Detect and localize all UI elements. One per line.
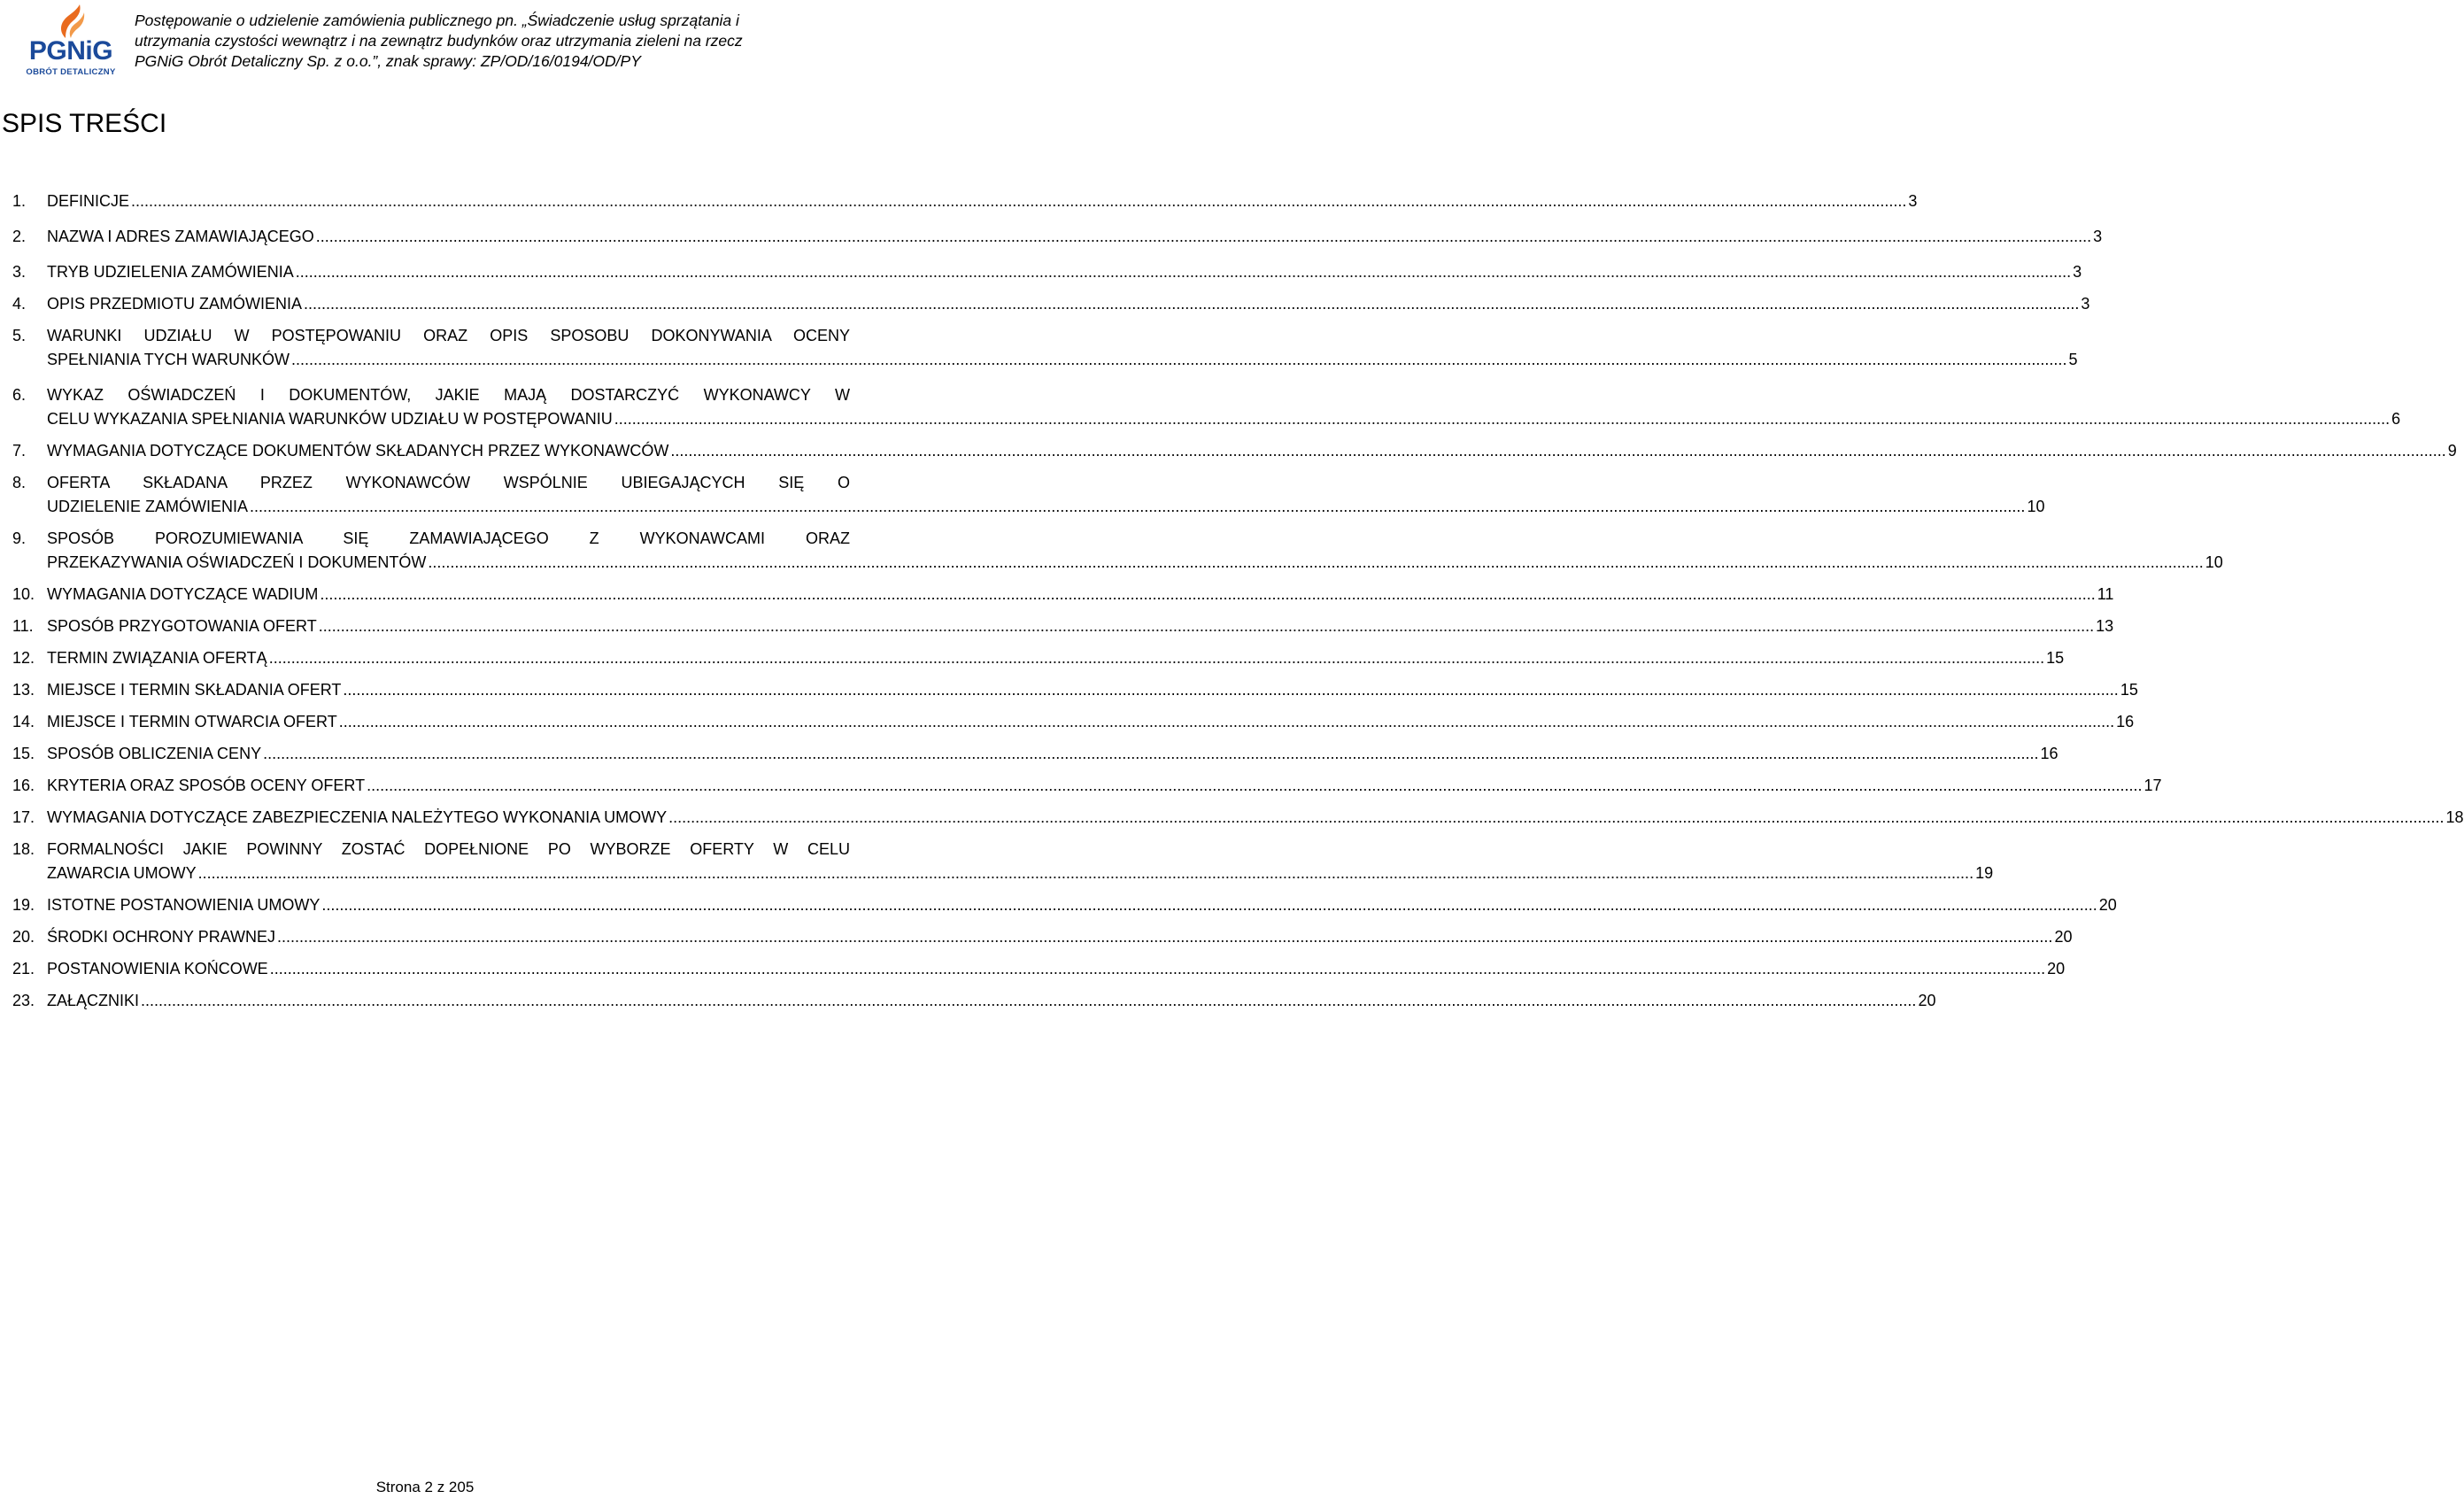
toc-entry-title: SPOSÓB PRZYGOTOWANIA OFERT xyxy=(47,617,317,635)
toc-entry-title: ŚRODKI OCHRONY PRAWNEJ xyxy=(47,928,276,946)
toc-entry-page: 11 xyxy=(2097,585,2114,603)
toc-entry[interactable] xyxy=(12,471,2045,519)
dot-leader: ................................................................................................................................................................................................................................................................................................................................................................................................................. xyxy=(670,442,2446,460)
toc-entry-page: 20 xyxy=(2047,960,2066,977)
toc-entry-title: DEFINICJE xyxy=(47,192,130,210)
toc-entry-title: WYMAGANIA DOTYCZĄCE WADIUM xyxy=(47,585,319,603)
toc-entry-number: 13. xyxy=(12,681,35,699)
dot-leader: ................................................................................................................................................................................................................................................................................................................................................................................................................. xyxy=(141,992,1917,1009)
toc-entry-title: MIEJSCE I TERMIN SKŁADANIA OFERT xyxy=(47,681,342,699)
dot-leader: ................................................................................................................................................................................................................................................................................................................................................................................................................. xyxy=(367,777,2143,794)
toc-entry-title: WARUNKI UDZIAŁU W POSTĘPOWANIU ORAZ OPIS SPOSOBU DOKONYWANIA OCENY xyxy=(47,327,850,344)
toc-entry[interactable] xyxy=(12,439,2457,463)
toc-entry-title: ZAWARCIA UMOWY xyxy=(47,864,197,882)
toc-entry[interactable] xyxy=(12,292,2090,316)
toc-entry-number: 17. xyxy=(12,808,35,826)
toc-entry-page: 18 xyxy=(2445,808,2464,826)
toc-entry-page: 16 xyxy=(2116,713,2135,730)
dot-leader: ................................................................................................................................................................................................................................................................................................................................................................................................................. xyxy=(321,896,2097,914)
toc-entry-title: SPOSÓB POROZUMIEWANIA SIĘ ZAMAWIAJĄCEGO Z WYKONAWCAMI ORAZ xyxy=(47,529,850,547)
toc-title: SPIS TREŚCI xyxy=(2,109,167,138)
toc-entry[interactable] xyxy=(12,583,2114,607)
toc-entry-page: 17 xyxy=(2143,777,2162,794)
dot-leader: ................................................................................................................................................................................................................................................................................................................................................................................................................. xyxy=(250,498,2026,515)
dot-leader: ................................................................................................................................................................................................................................................................................................................................................................................................................. xyxy=(269,960,2046,977)
toc-entry-title: CELU WYKAZANIA SPEŁNIANIA WARUNKÓW UDZIAŁU W POSTĘPOWANIU xyxy=(47,410,613,428)
toc-entry-page: 15 xyxy=(2046,649,2065,667)
toc-entry-page: 3 xyxy=(2081,295,2090,313)
toc-entry-title: UDZIELENIE ZAMÓWIENIA xyxy=(47,498,249,515)
toc-entry[interactable] xyxy=(12,925,2073,949)
dot-leader: ................................................................................................................................................................................................................................................................................................................................................................................................................. xyxy=(315,228,2092,245)
toc-entry-title: OPIS PRZEDMIOTU ZAMÓWIENIA xyxy=(47,295,303,313)
dot-leader: ................................................................................................................................................................................................................................................................................................................................................................................................................. xyxy=(197,864,1974,882)
toc-entry-page: 15 xyxy=(2120,681,2138,699)
toc-entry-number: 6. xyxy=(12,386,27,404)
toc-entry[interactable] xyxy=(12,989,1936,1013)
dot-leader: ................................................................................................................................................................................................................................................................................................................................................................................................................. xyxy=(428,553,2204,571)
toc-entry-page: 20 xyxy=(1918,992,1936,1009)
toc-entry-page: 9 xyxy=(2447,442,2457,460)
dot-leader: ................................................................................................................................................................................................................................................................................................................................................................................................................. xyxy=(277,928,2053,946)
toc-entry-page: 19 xyxy=(1975,864,1994,882)
toc-entry[interactable] xyxy=(12,893,2117,917)
toc-entry-page: 13 xyxy=(2096,617,2114,635)
toc-entry[interactable] xyxy=(12,527,2223,575)
table-of-contents xyxy=(12,189,2464,1013)
toc-entry-number: 3. xyxy=(12,263,27,281)
toc-entry-page: 16 xyxy=(2040,745,2058,762)
toc-entry-number: 19. xyxy=(12,896,35,914)
toc-entry-number: 2. xyxy=(12,228,27,245)
procurement-line: Postępowanie o udzielenie zamówienia publicznego pn. „Świadczenie usług sprzątania i xyxy=(135,12,739,29)
dot-leader: ................................................................................................................................................................................................................................................................................................................................................................................................................. xyxy=(131,192,1907,210)
toc-entry[interactable] xyxy=(12,678,2138,702)
toc-entry[interactable] xyxy=(12,646,2065,670)
dot-leader: ................................................................................................................................................................................................................................................................................................................................................................................................................. xyxy=(291,351,2067,368)
toc-entry-title: TRYB UDZIELENIA ZAMÓWIENIA xyxy=(47,263,294,281)
toc-entry[interactable] xyxy=(12,774,2162,798)
toc-entry[interactable] xyxy=(12,614,2114,638)
toc-entry-number: 15. xyxy=(12,745,35,762)
toc-entry-number: 18. xyxy=(12,840,35,858)
toc-entry-number: 23. xyxy=(12,992,35,1009)
toc-entry[interactable] xyxy=(12,806,2464,830)
dot-leader: ................................................................................................................................................................................................................................................................................................................................................................................................................. xyxy=(320,585,2096,603)
toc-entry[interactable] xyxy=(12,324,2078,372)
pgnig-logo xyxy=(23,4,119,80)
toc-entry-title: POSTANOWIENIA KOŃCOWE xyxy=(47,960,268,977)
toc-entry-page: 20 xyxy=(2098,896,2117,914)
procurement-description xyxy=(135,11,843,72)
toc-entry[interactable] xyxy=(12,225,2103,249)
toc-entry-page: 10 xyxy=(2027,498,2045,515)
toc-entry-page: 3 xyxy=(2073,263,2082,281)
toc-entry-number: 12. xyxy=(12,649,35,667)
dot-leader: ................................................................................................................................................................................................................................................................................................................................................................................................................. xyxy=(318,617,2095,635)
toc-entry-title: NAZWA I ADRES ZAMAWIAJĄCEGO xyxy=(47,228,314,245)
toc-entry-title: ZAŁĄCZNIKI xyxy=(47,992,140,1009)
toc-entry[interactable] xyxy=(12,383,2401,431)
toc-entry-title: WYMAGANIA DOTYCZĄCE ZABEZPIECZENIA NALEŻYTEGO WYKONANIA UMOWY xyxy=(47,808,668,826)
toc-entry-title: SPEŁNIANIA TYCH WARUNKÓW xyxy=(47,351,290,368)
dot-leader: ................................................................................................................................................................................................................................................................................................................................................................................................................. xyxy=(295,263,2072,281)
toc-entry[interactable] xyxy=(12,710,2135,734)
toc-entry-number: 1. xyxy=(12,192,27,210)
toc-entry-number: 11. xyxy=(12,617,34,635)
toc-entry-number: 9. xyxy=(12,529,27,547)
logo-wordmark: PGNiG xyxy=(28,36,113,66)
logo-subtitle: OBRÓT DETALICZNY xyxy=(26,67,116,77)
procurement-line: PGNiG Obrót Detaliczny Sp. z o.o.”, znak sprawy: ZP/OD/16/0194/OD/PY xyxy=(135,52,641,70)
toc-entry-title: WYKAZ OŚWIADCZEŃ I DOKUMENTÓW, JAKIE MAJĄ DOSTARCZYĆ WYKONAWCY W xyxy=(47,386,850,404)
flame-icon xyxy=(57,4,85,39)
toc-entry-title: WYMAGANIA DOTYCZĄCE DOKUMENTÓW SKŁADANYCH PRZEZ WYKONAWCÓW xyxy=(47,442,669,460)
toc-entry-title: FORMALNOŚCI JAKIE POWINNY ZOSTAĆ DOPEŁNIONE PO WYBORZE OFERTY W CELU xyxy=(47,840,850,858)
toc-entry-page: 10 xyxy=(2205,553,2223,571)
toc-entry[interactable] xyxy=(12,742,2058,766)
toc-entry-number: 7. xyxy=(12,442,27,460)
toc-entry-number: 21. xyxy=(12,960,35,977)
toc-entry-title: OFERTA SKŁADANA PRZEZ WYKONAWCÓW WSPÓLNIE UBIEGAJĄCYCH SIĘ O xyxy=(47,474,850,491)
dot-leader: ................................................................................................................................................................................................................................................................................................................................................................................................................. xyxy=(304,295,2080,313)
toc-entry[interactable] xyxy=(12,189,1918,213)
page-header xyxy=(0,0,850,89)
procurement-line: utrzymania czystości wewnątrz i na zewnątrz budynków oraz utrzymania zieleni na rzecz xyxy=(135,32,743,50)
toc-entry-title: TERMIN ZWIĄZANIA OFERTĄ xyxy=(47,649,267,667)
toc-entry-number: 8. xyxy=(12,474,27,491)
toc-entry-number: 4. xyxy=(12,295,27,313)
dot-leader: ................................................................................................................................................................................................................................................................................................................................................................................................................. xyxy=(338,713,2115,730)
dot-leader: ................................................................................................................................................................................................................................................................................................................................................................................................................. xyxy=(268,649,2045,667)
toc-entry-page: 6 xyxy=(2391,410,2401,428)
toc-entry-page: 20 xyxy=(2054,928,2073,946)
toc-entry-page: 3 xyxy=(2093,228,2103,245)
toc-entry[interactable] xyxy=(12,260,2082,284)
dot-leader: ................................................................................................................................................................................................................................................................................................................................................................................................................. xyxy=(263,745,2039,762)
toc-entry-number: 14. xyxy=(12,713,35,730)
toc-entry-number: 5. xyxy=(12,327,27,344)
toc-entry-title: KRYTERIA ORAZ SPOSÓB OCENY OFERT xyxy=(47,777,366,794)
toc-entry-title: PRZEKAZYWANIA OŚWIADCZEŃ I DOKUMENTÓW xyxy=(47,553,427,571)
toc-entry-page: 5 xyxy=(2068,351,2078,368)
dot-leader: ................................................................................................................................................................................................................................................................................................................................................................................................................. xyxy=(614,410,2391,428)
toc-entry[interactable] xyxy=(12,957,2066,981)
toc-entry[interactable] xyxy=(12,838,1994,885)
dot-leader: ................................................................................................................................................................................................................................................................................................................................................................................................................. xyxy=(343,681,2119,699)
toc-entry-page: 3 xyxy=(1908,192,1918,210)
dot-leader: ................................................................................................................................................................................................................................................................................................................................................................................................................. xyxy=(668,808,2445,826)
toc-entry-title: MIEJSCE I TERMIN OTWARCIA OFERT xyxy=(47,713,337,730)
toc-entry-number: 10. xyxy=(12,585,35,603)
toc-entry-title: ISTOTNE POSTANOWIENIA UMOWY xyxy=(47,896,321,914)
toc-entry-title: SPOSÓB OBLICZENIA CENY xyxy=(47,745,262,762)
toc-entry-number: 20. xyxy=(12,928,35,946)
toc-entry-number: 16. xyxy=(12,777,35,794)
page-number: Strona 2 z 205 xyxy=(375,1479,475,1495)
